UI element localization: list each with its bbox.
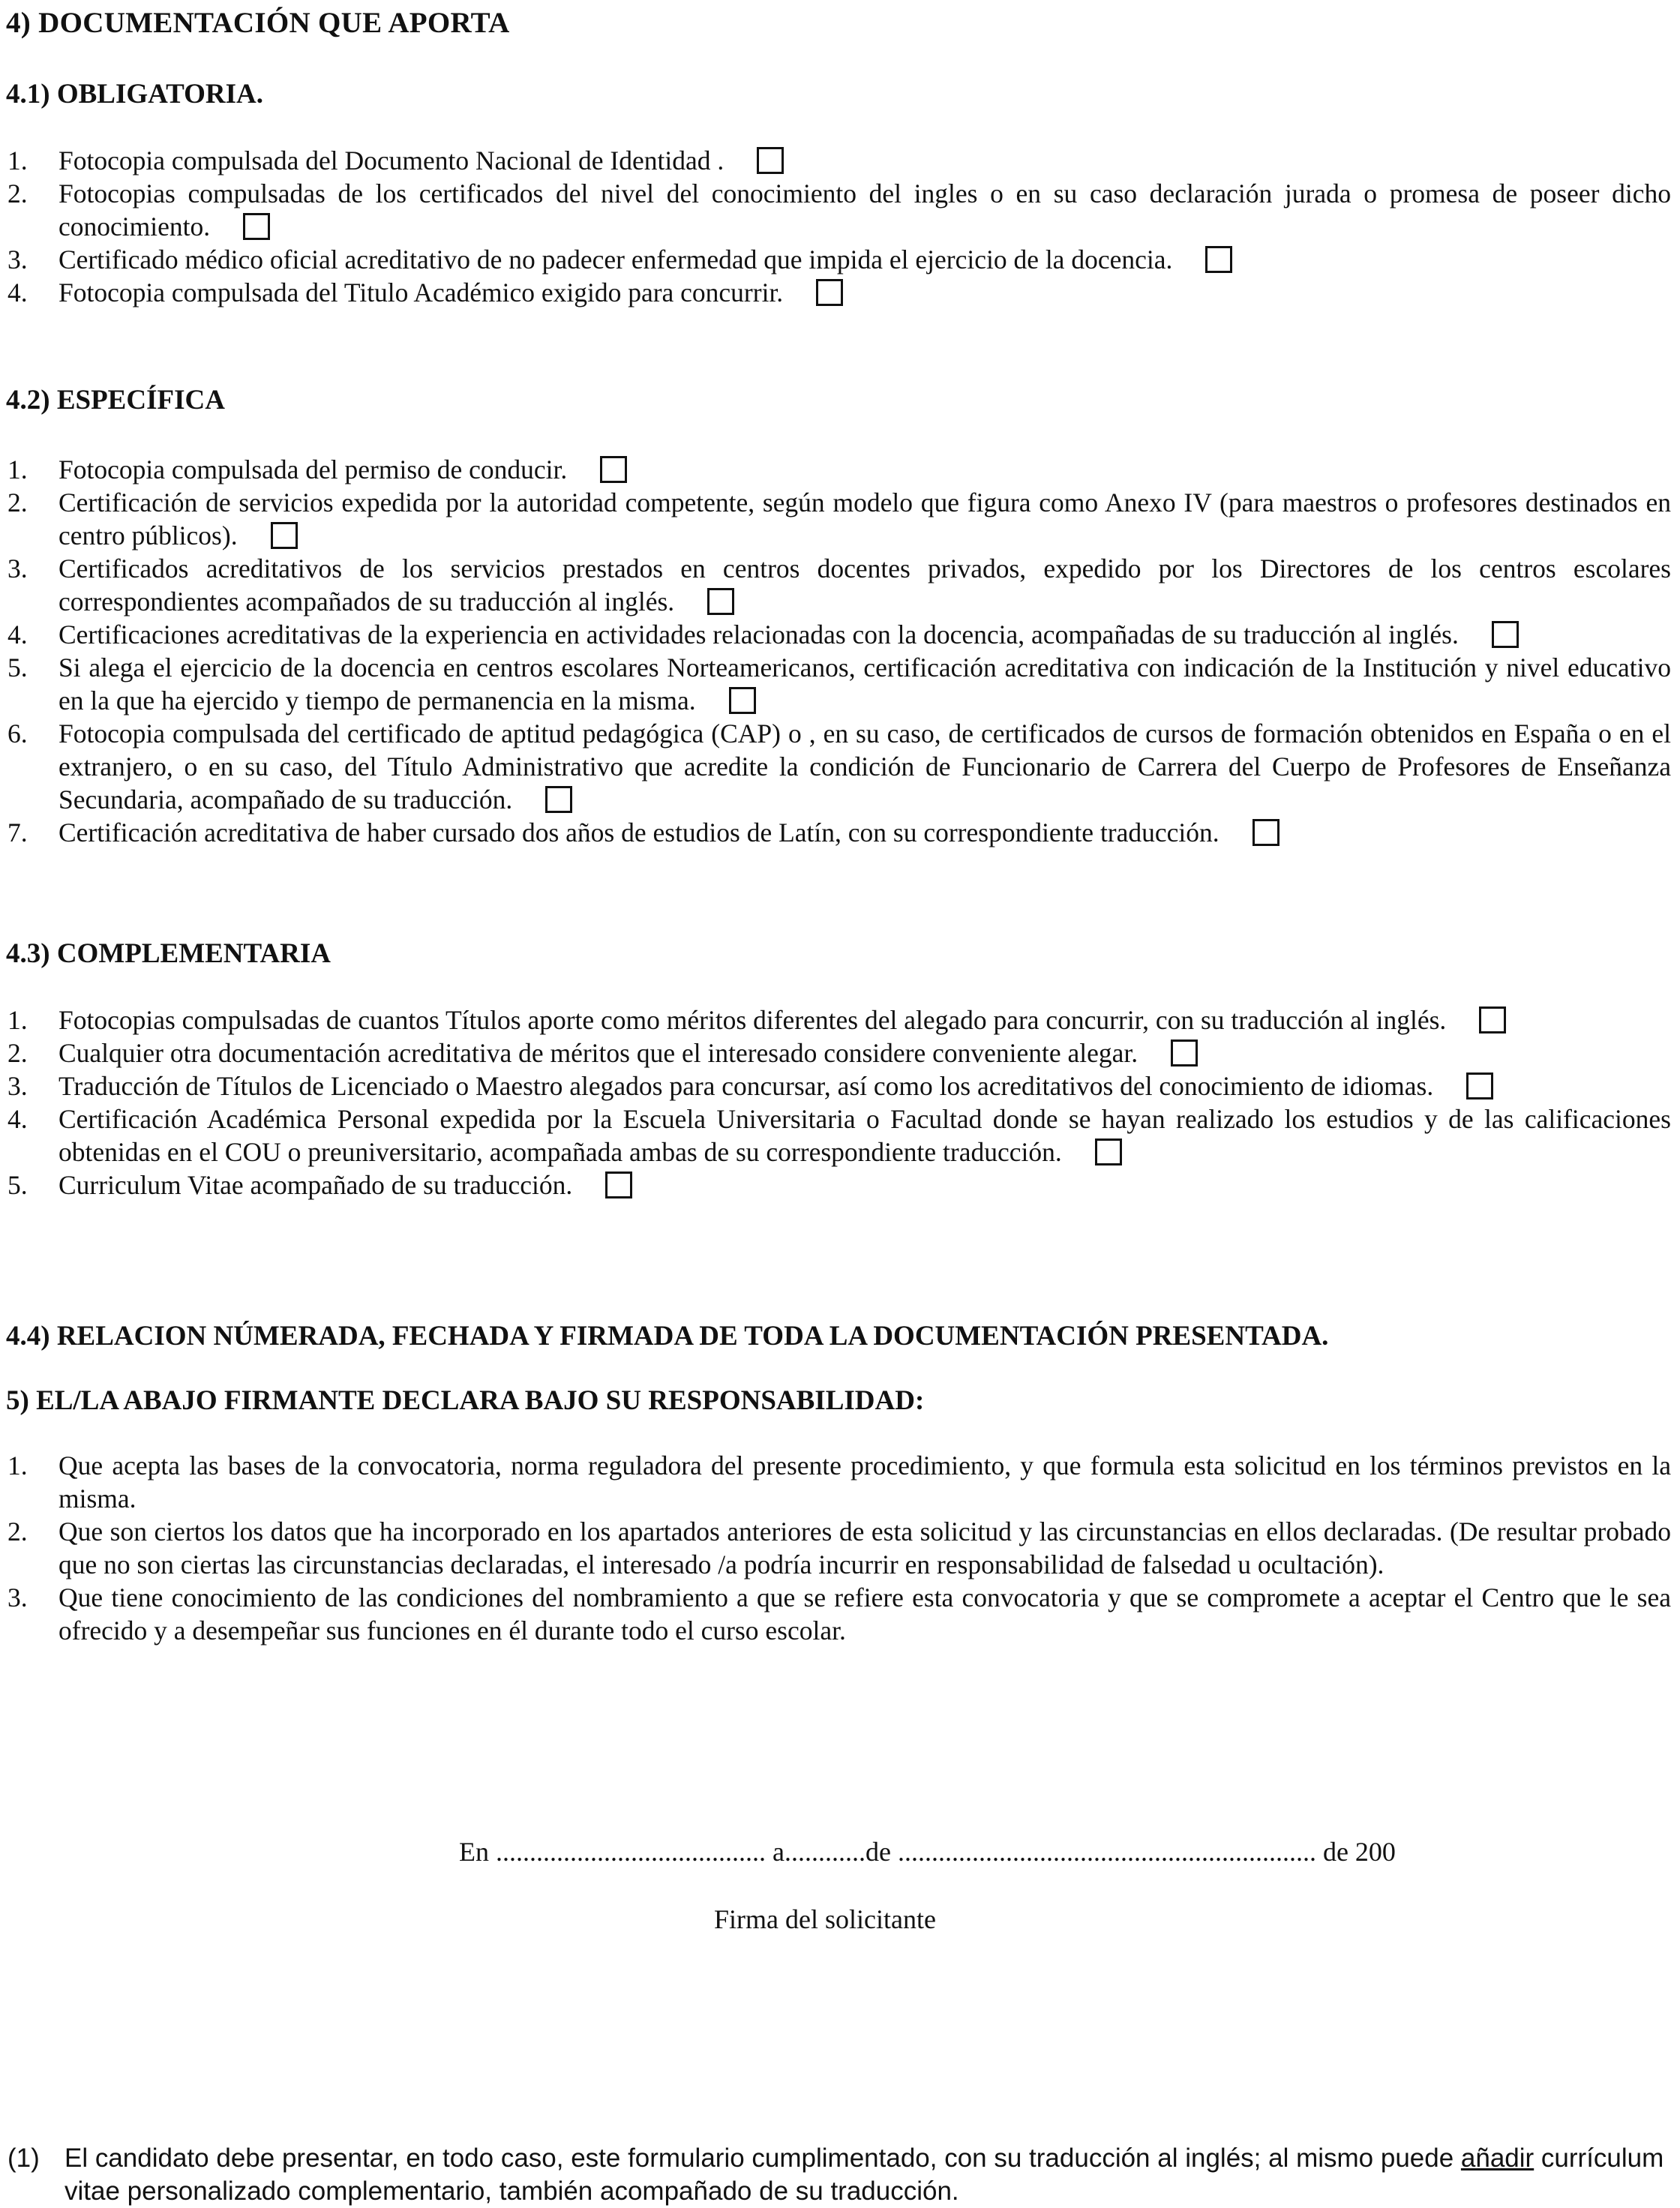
list-item: 2. Fotocopias compulsadas de los certificados del nivel del conocimiento del ingles o en su caso declaración jurada o promesa de poseer dicho conocimiento. — [8, 178, 1671, 242]
list-item: 1. Fotocopias compulsadas de cuantos Títulos aporte como méritos diferentes del alegado para concurrir, con su traducción al inglés. — [0, 1004, 1671, 1036]
item-text: Fotocopia compulsada del certificado de aptitud pedagógica (CAP) o , en su caso, de certificados de cursos de formación obtenidos en España o en el extranjero, o en su caso, del Título Administrativo que acredite la condición de Funcionario de Carrera del Cuerpo de Profesores de Enseñanza Secundaria, acompañado de su traducción. — [58, 718, 1671, 814]
list-item: 1. Fotocopia compulsada del permiso de conducir. — [0, 453, 1671, 486]
checkbox[interactable] — [600, 456, 627, 483]
item-text: Certificación acreditativa de haber cursado dos años de estudios de Latín, con su correspondiente traducción. — [58, 818, 1220, 848]
list-item: 7. Certificación acreditativa de haber cursado dos años de estudios de Latín, con su correspondiente traducción. — [0, 816, 1671, 849]
list-item: 2. Cualquier otra documentación acreditativa de méritos que el interesado considere conveniente alegar. — [0, 1036, 1671, 1070]
list-item: 3. Certificados acreditativos de los servicios prestados en centros docentes privados, expedido por los Directores de los centros escolares correspondientes acompañados de su traducción al inglés. — [8, 554, 1671, 616]
item-text: Que tiene conocimiento de las condiciones del nombramiento a que se refiere esta convocatoria y que se compromete a aceptar el Centro que le sea ofrecido y a desempeñar sus funciones en él durante todo el curso escolar. — [58, 1582, 1671, 1646]
checkbox[interactable] — [605, 1172, 632, 1198]
item-text: Certificados acreditativos de los servicios prestados en centros docentes privados, expedido por los Directores de los centros escolares correspondientes acompañados de su traducción al inglés. — [58, 554, 1671, 616]
list-item: 1. Fotocopia compulsada del Documento Nacional de Identidad . — [0, 144, 1671, 177]
item-text: Si alega el ejercicio de la docencia en centros escolares Norteamericanos, certificación acreditativa con indicación de la Institución y nivel educativo en la que ha ejercido y tiempo de permanencia en la misma. — [58, 652, 1671, 716]
item-text: Traducción de Títulos de Licenciado o Maestro alegados para concursar, así como los acreditativos del conocimiento de idiomas. — [58, 1071, 1434, 1101]
section-4-title: 4) DOCUMENTACIÓN QUE APORTA — [6, 7, 510, 39]
list-item: 4. Certificación Académica Personal expedida por la Escuela Universitaria o Facultad donde se hayan realizado los estudios y de las calificaciones obtenidas en el COU o preuniversitario, acompañada ambas de su correspondiente traducción. — [8, 1104, 1671, 1167]
checkbox[interactable] — [243, 213, 270, 240]
specific-list — [0, 453, 1671, 849]
checkbox[interactable] — [1479, 1006, 1506, 1034]
mandatory-title: 4.1) OBLIGATORIA. — [6, 79, 263, 110]
list-item: 3. Certificado médico oficial acreditativo de no padecer enfermedad que impida el ejercicio de la docencia. — [0, 243, 1671, 276]
checkbox[interactable] — [1095, 1138, 1122, 1166]
list-item: 6. Fotocopia compulsada del certificado de aptitud pedagógica (CAP) o , en su caso, de certificados de cursos de formación obtenidos en España o en el extranjero, o en su caso, del Título Administrativo que acredite la condición de Funcionario de Carrera del Cuerpo de Profesores de Enseñanza Secundaria, acompañado de su traducción. — [8, 718, 1671, 814]
item-text: Fotocopias compulsadas de los certificados del nivel del conocimiento del ingles o en su caso declaración jurada o promesa de poseer dicho conocimiento. — [58, 178, 1671, 242]
item-text: Fotocopia compulsada del Titulo Académico exigido para concurrir. — [58, 278, 784, 308]
list-item: 4. Certificaciones acreditativas de la experiencia en actividades relacionadas con la docencia, acompañadas de su traducción al inglés. — [0, 618, 1671, 651]
item-text: Fotocopia compulsada del Documento Nacional de Identidad . — [58, 146, 724, 176]
date-place-line[interactable]: En ........................................ a............de .............................................................. de 200 — [459, 1837, 1396, 1867]
item-text: Certificaciones acreditativas de la experiencia en actividades relacionadas con la docencia, acompañadas de su traducción al inglés. — [58, 620, 1459, 650]
section-5-title: 5) EL/LA ABAJO FIRMANTE DECLARA BAJO SU RESPONSABILIDAD: — [6, 1385, 925, 1416]
footnote-mark: (1) — [8, 2144, 40, 2173]
item-text: Cualquier otra documentación acreditativa de méritos que el interesado considere conveniente alegar. — [58, 1038, 1138, 1068]
item-text: Certificado médico oficial acreditativo de no padecer enfermedad que impida el ejercicio de la docencia. — [58, 244, 1173, 274]
checkbox[interactable] — [1252, 819, 1280, 846]
checkbox[interactable] — [545, 786, 572, 813]
footnote — [8, 2142, 1671, 2208]
checkbox[interactable] — [271, 522, 298, 549]
item-text: Curriculum Vitae acompañado de su traducción. — [58, 1170, 573, 1200]
checkbox[interactable] — [1492, 621, 1519, 648]
signature-label: Firma del solicitante — [714, 1904, 936, 1934]
item-text: Certificación de servicios expedida por la autoridad competente, según modelo que figura como Anexo IV (para maestros o profesores destinados en centro públicos). — [58, 488, 1671, 550]
checkbox[interactable] — [816, 279, 843, 306]
complementary-list — [0, 1004, 1671, 1202]
list-item: 2. Certificación de servicios expedida por la autoridad competente, según modelo que figura como Anexo IV (para maestros o profesores destinados en centro públicos). — [8, 488, 1671, 550]
item-text: Fotocopia compulsada del permiso de conducir. — [58, 454, 568, 484]
declaration-list — [0, 1449, 1671, 1647]
footnote-underlined: añadir — [1460, 2144, 1534, 2173]
checkbox[interactable] — [1205, 246, 1232, 273]
item-text: Que son ciertos los datos que ha incorporado en los apartados anteriores de esta solicitud y las circunstancias en ellos declaradas. (De resultar probado que no son ciertas las circunstancias declaradas, el interesado /a podría incurrir en responsabilidad de falsedad u ocultación). — [58, 1516, 1671, 1580]
list-item: 4. Fotocopia compulsada del Titulo Académico exigido para concurrir. — [0, 276, 1671, 309]
item-text: Fotocopias compulsadas de cuantos Títulos aporte como méritos diferentes del alegado para concurrir, con su traducción al inglés. — [58, 1005, 1447, 1035]
mandatory-list — [0, 144, 1671, 309]
checkbox[interactable] — [1171, 1040, 1198, 1066]
list-item: 2. Que son ciertos los datos que ha incorporado en los apartados anteriores de esta solicitud y las circunstancias en ellos declaradas. (De resultar probado que no son ciertas las circunstancias declaradas, el interesado /a podría incurrir en responsabilidad de falsedad u ocultación). — [8, 1516, 1671, 1580]
list-item: 1. Que acepta las bases de la convocatoria, norma reguladora del presente procedimiento, y que formula esta solicitud en los términos previstos en la misma. — [8, 1450, 1671, 1514]
list-item: 5. Si alega el ejercicio de la docencia en centros escolares Norteamericanos, certificación acreditativa con indicación de la Institución y nivel educativo en la que ha ejercido y tiempo de permanencia en la misma. — [8, 652, 1671, 716]
item-text: Certificación Académica Personal expedida por la Escuela Universitaria o Facultad donde se hayan realizado los estudios y de las calificaciones obtenidas en el COU o preuniversitario, acompañada ambas de su correspondiente traducción. — [58, 1104, 1671, 1167]
checkbox[interactable] — [729, 687, 756, 714]
list-item: 5. Curriculum Vitae acompañado de su traducción. — [0, 1168, 1671, 1202]
checkbox[interactable] — [707, 588, 734, 615]
specific-title: 4.2) ESPECÍFICA — [6, 385, 225, 416]
checkbox[interactable] — [757, 147, 784, 174]
footnote-text-end: currículum vitae personalizado complementario, también acompañado de su traducción. — [64, 2144, 1664, 2206]
list-item: 3. Traducción de Títulos de Licenciado o Maestro alegados para concursar, así como los acreditativos del conocimiento de idiomas. — [0, 1070, 1671, 1102]
complementary-title: 4.3) COMPLEMENTARIA — [6, 938, 332, 969]
relation-title: 4.4) RELACION NÚMERADA, FECHADA Y FIRMADA DE TODA LA DOCUMENTACIÓN PRESENTADA. — [6, 1321, 1329, 1352]
checkbox[interactable] — [1466, 1072, 1493, 1100]
list-item: 3. Que tiene conocimiento de las condiciones del nombramiento a que se refiere esta convocatoria y que se compromete a aceptar el Centro que le sea ofrecido y a desempeñar sus funciones en él durante todo el curso escolar. — [8, 1582, 1671, 1646]
item-text: Que acepta las bases de la convocatoria, norma reguladora del presente procedimiento, y que formula esta solicitud en los términos previstos en la misma. — [58, 1450, 1671, 1514]
footnote-text: El candidato debe presentar, en todo caso, este formulario cumplimentado, con su traducción al inglés; al mismo puede — [64, 2144, 1461, 2173]
